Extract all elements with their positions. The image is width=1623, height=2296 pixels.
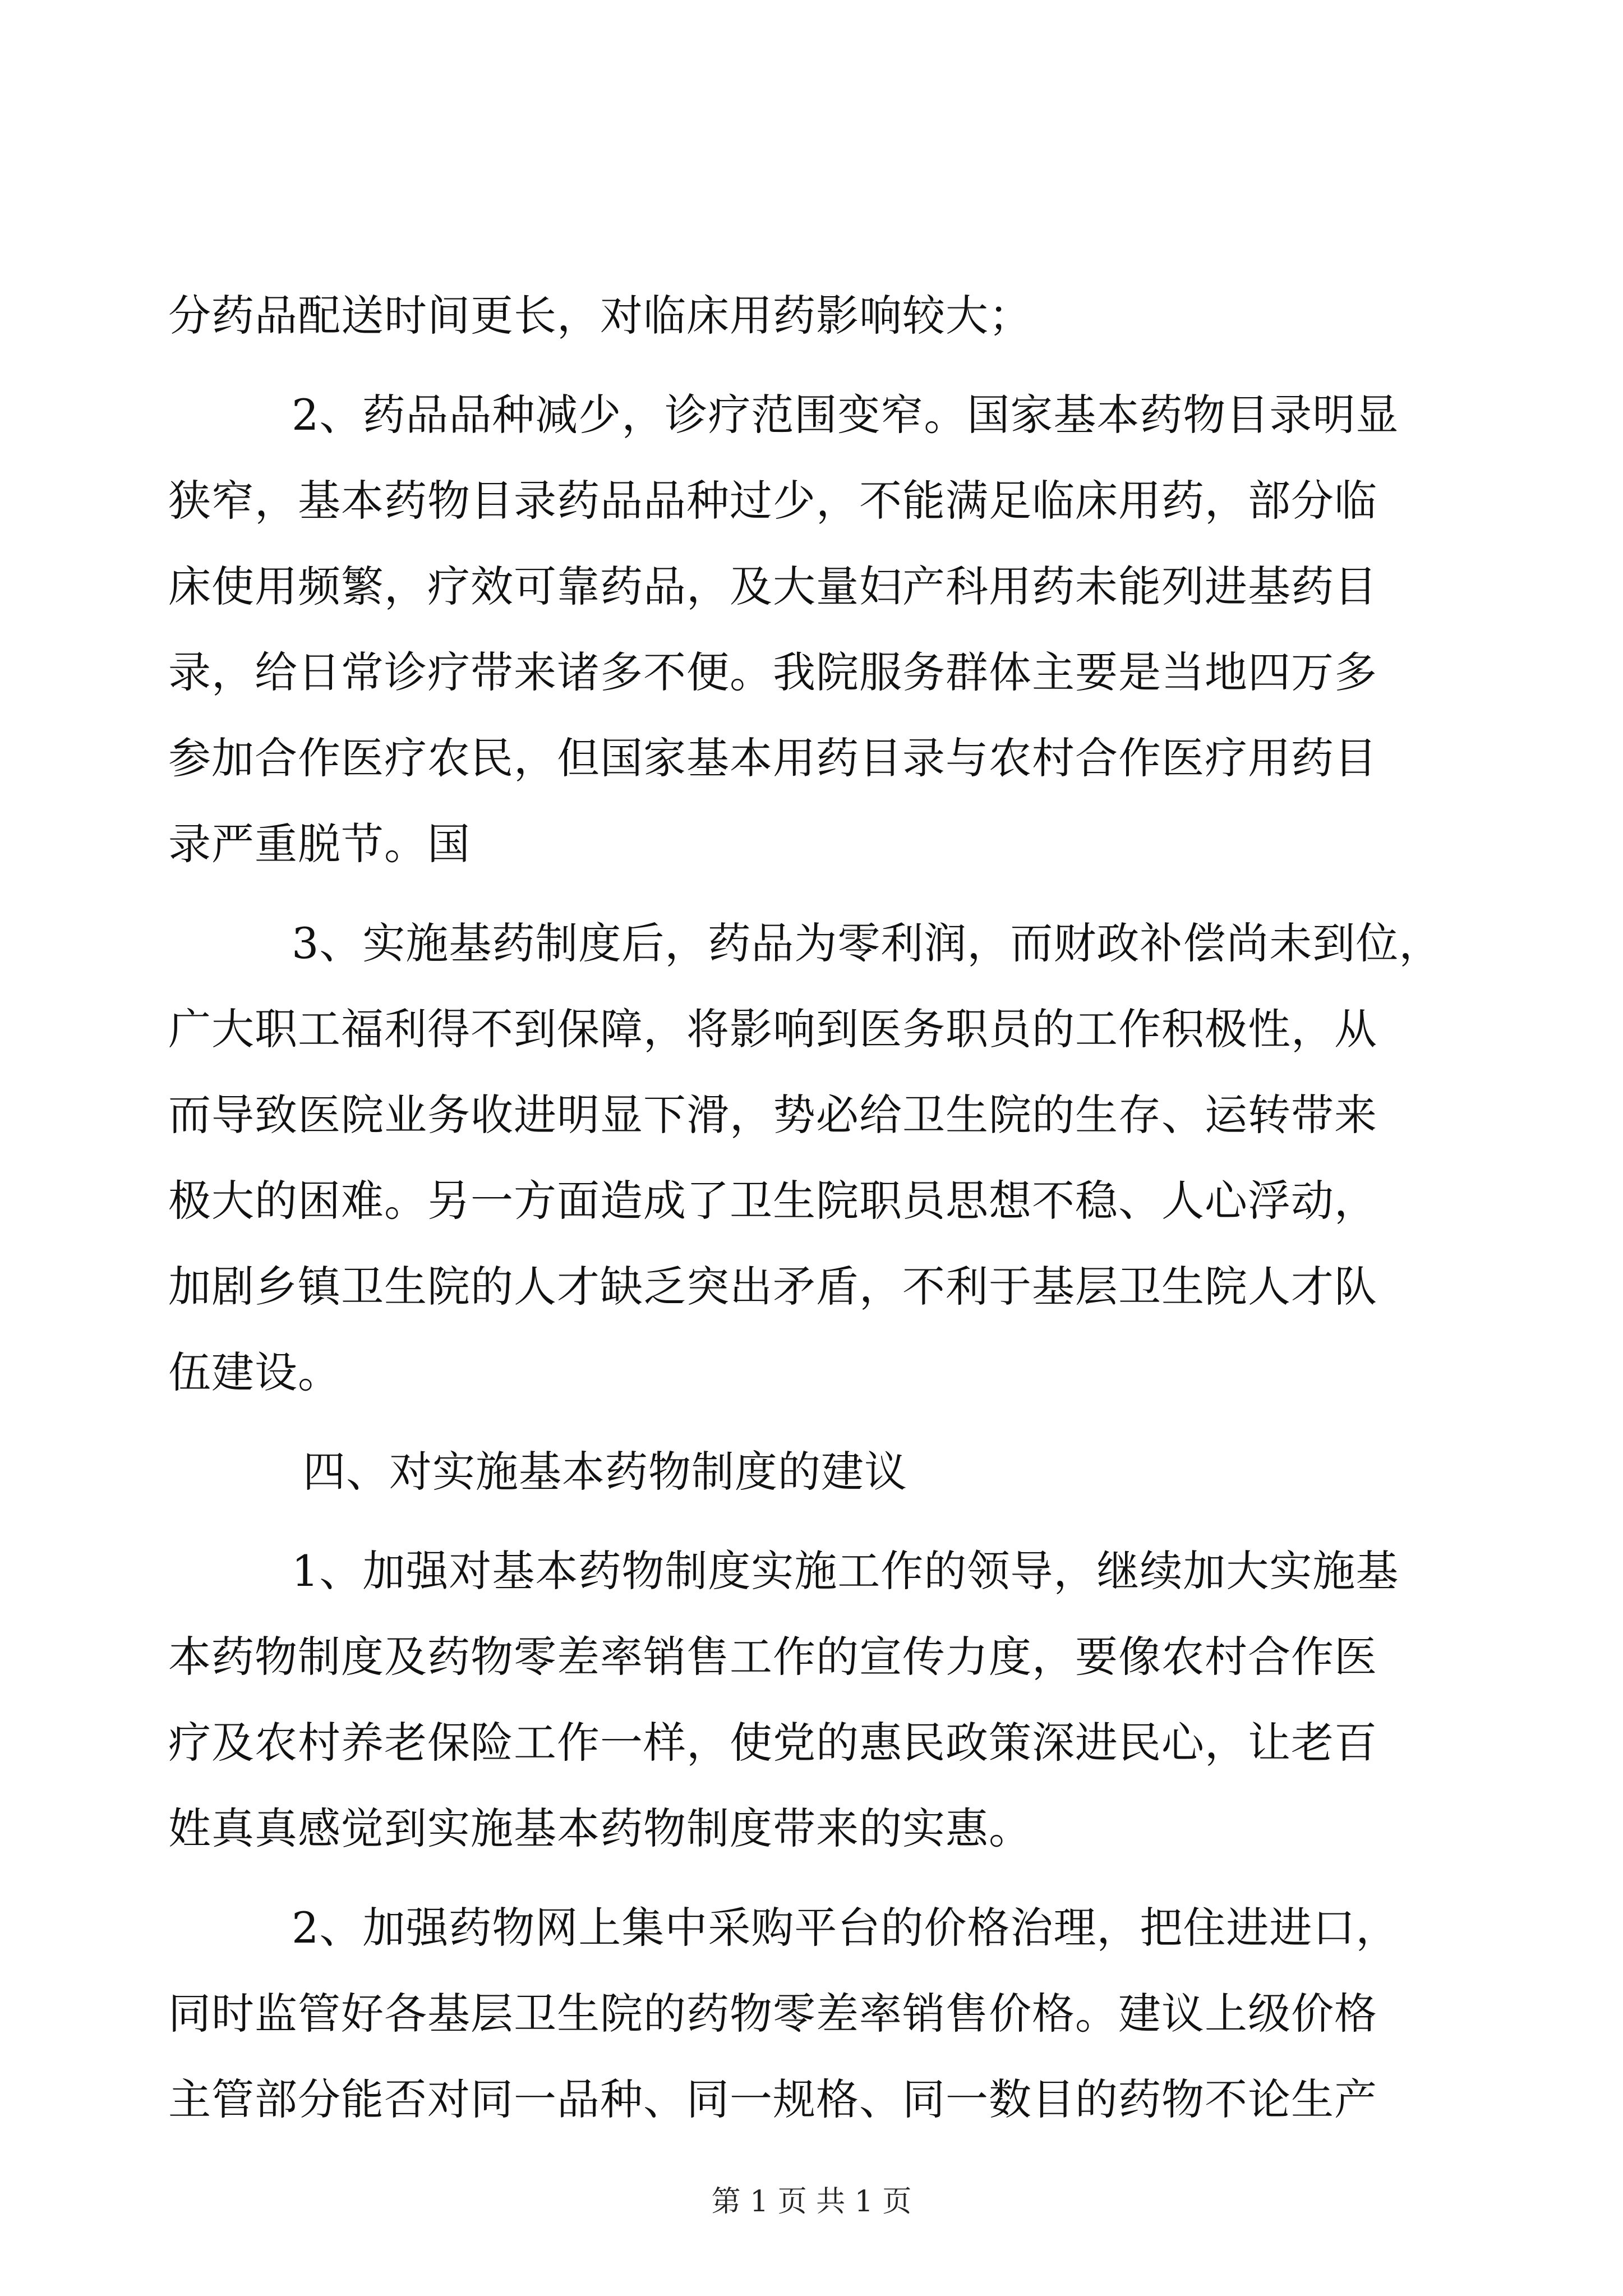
text-line-18: 姓真真感觉到实施基本药物制度带来的实惠。 bbox=[168, 1803, 1032, 1853]
text-line-4: 床使用频繁，疗效可靠药品，及大量妇产科用药未能列进基药目 bbox=[168, 562, 1377, 611]
text-line-19: 2、加强药物网上集中采购平台的价格治理，把住进进口， bbox=[292, 1903, 1399, 1953]
text-line-16: 本药物制度及药物零差率销售工作的宣传力度，要像农村合作医 bbox=[168, 1632, 1377, 1682]
text-line-13: 伍建设。 bbox=[168, 1347, 341, 1397]
text-line-11: 极大的困难。另一方面造成了卫生院职员思想不稳、人心浮动， bbox=[168, 1176, 1377, 1226]
text-line-17: 疗及农村养老保险工作一样，使党的惠民政策深进民心，让老百 bbox=[168, 1718, 1377, 1768]
page-number-footer: 第 1 页 共 1 页 bbox=[711, 2185, 912, 2219]
text-line-5: 录，给日常诊疗带来诸多不便。我院服务群体主要是当地四万多 bbox=[168, 647, 1377, 697]
text-line-3: 狭窄，基本药物目录药品品种过少，不能满足临床用药，部分临 bbox=[168, 476, 1377, 526]
text-line-20: 同时监管好各基层卫生院的药物零差率销售价格。建议上级价格 bbox=[168, 1989, 1377, 2039]
text-line-1: 分药品配送时间更长，对临床用药影响较大； bbox=[168, 291, 1032, 341]
text-line-12: 加剧乡镇卫生院的人才缺乏突出矛盾，不利于基层卫生院人才队 bbox=[168, 1262, 1377, 1312]
text-line-10: 而导致医院业务收进明显下滑，势必给卫生院的生存、运转带来 bbox=[168, 1090, 1377, 1140]
text-line-15: 1、加强对基本药物制度实施工作的领导，继续加大实施基 bbox=[292, 1546, 1399, 1596]
text-line-2: 2、药品品种减少，诊疗范围变窄。国家基本药物目录明显 bbox=[292, 390, 1399, 440]
text-line-6: 参加合作医疗农民，但国家基本用药目录与农村合作医疗用药目 bbox=[168, 733, 1377, 783]
text-line-9: 广大职工福利得不到保障，将影响到医务职员的工作积极性，从 bbox=[168, 1004, 1377, 1054]
text-line-21: 主管部分能否对同一品种、同一规格、同一数目的药物不论生产 bbox=[168, 2074, 1377, 2124]
text-line-7: 录严重脱节。国 bbox=[168, 819, 471, 869]
section-heading: 四、对实施基本药物制度的建议 bbox=[303, 1447, 907, 1497]
text-line-8: 3、实施基药制度后，药品为零利润，而财政补偿尚未到位， bbox=[292, 918, 1442, 968]
